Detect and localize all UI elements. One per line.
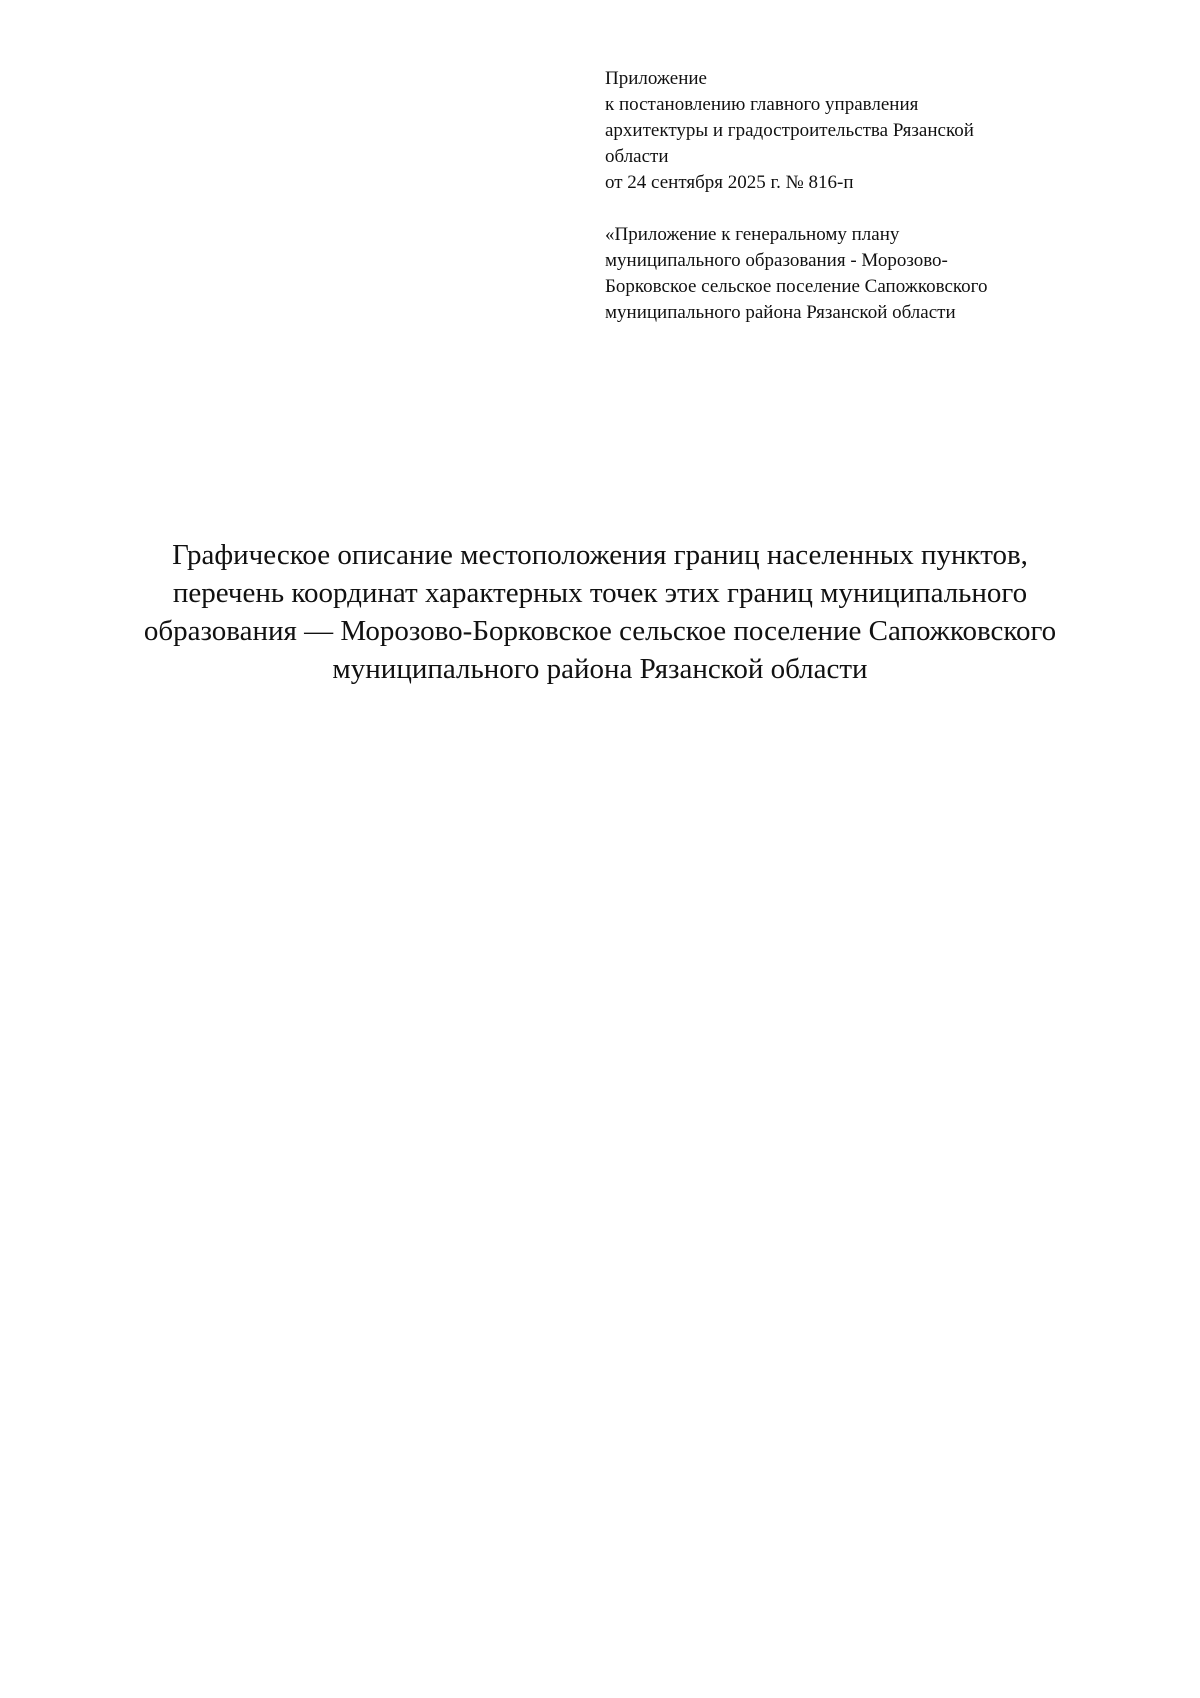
spacer (605, 196, 1125, 222)
title-line: перечень координат характерных точек этих границ муниципального (172, 577, 1028, 609)
quote-line: «Приложение к генеральному плану (605, 224, 900, 245)
quote-line: муниципального района Рязанской области (605, 302, 956, 323)
appendix-line: области (605, 146, 669, 167)
quote-line: Борковское сельское поселение Сапожковского (605, 276, 988, 297)
title-line: образования — Морозово-Борковское сельское поселение Сапожковского (143, 615, 1057, 647)
title-line: Графическое описание местоположения границ населенных пунктов, (172, 539, 1028, 571)
appendix-line: архитектуры и градостроительства Рязанской (605, 120, 974, 141)
appendix-line: Приложение (605, 68, 707, 89)
document-title (60, 536, 1140, 688)
quote-line: муниципального образования - Морозово- (605, 250, 948, 271)
appendix-header (605, 66, 1125, 326)
appendix-date-line: от 24 сентября 2025 г. № 816-п (605, 172, 854, 193)
title-line: муниципального района Рязанской области (332, 653, 868, 685)
appendix-line: к постановлению главного управления (605, 94, 919, 115)
